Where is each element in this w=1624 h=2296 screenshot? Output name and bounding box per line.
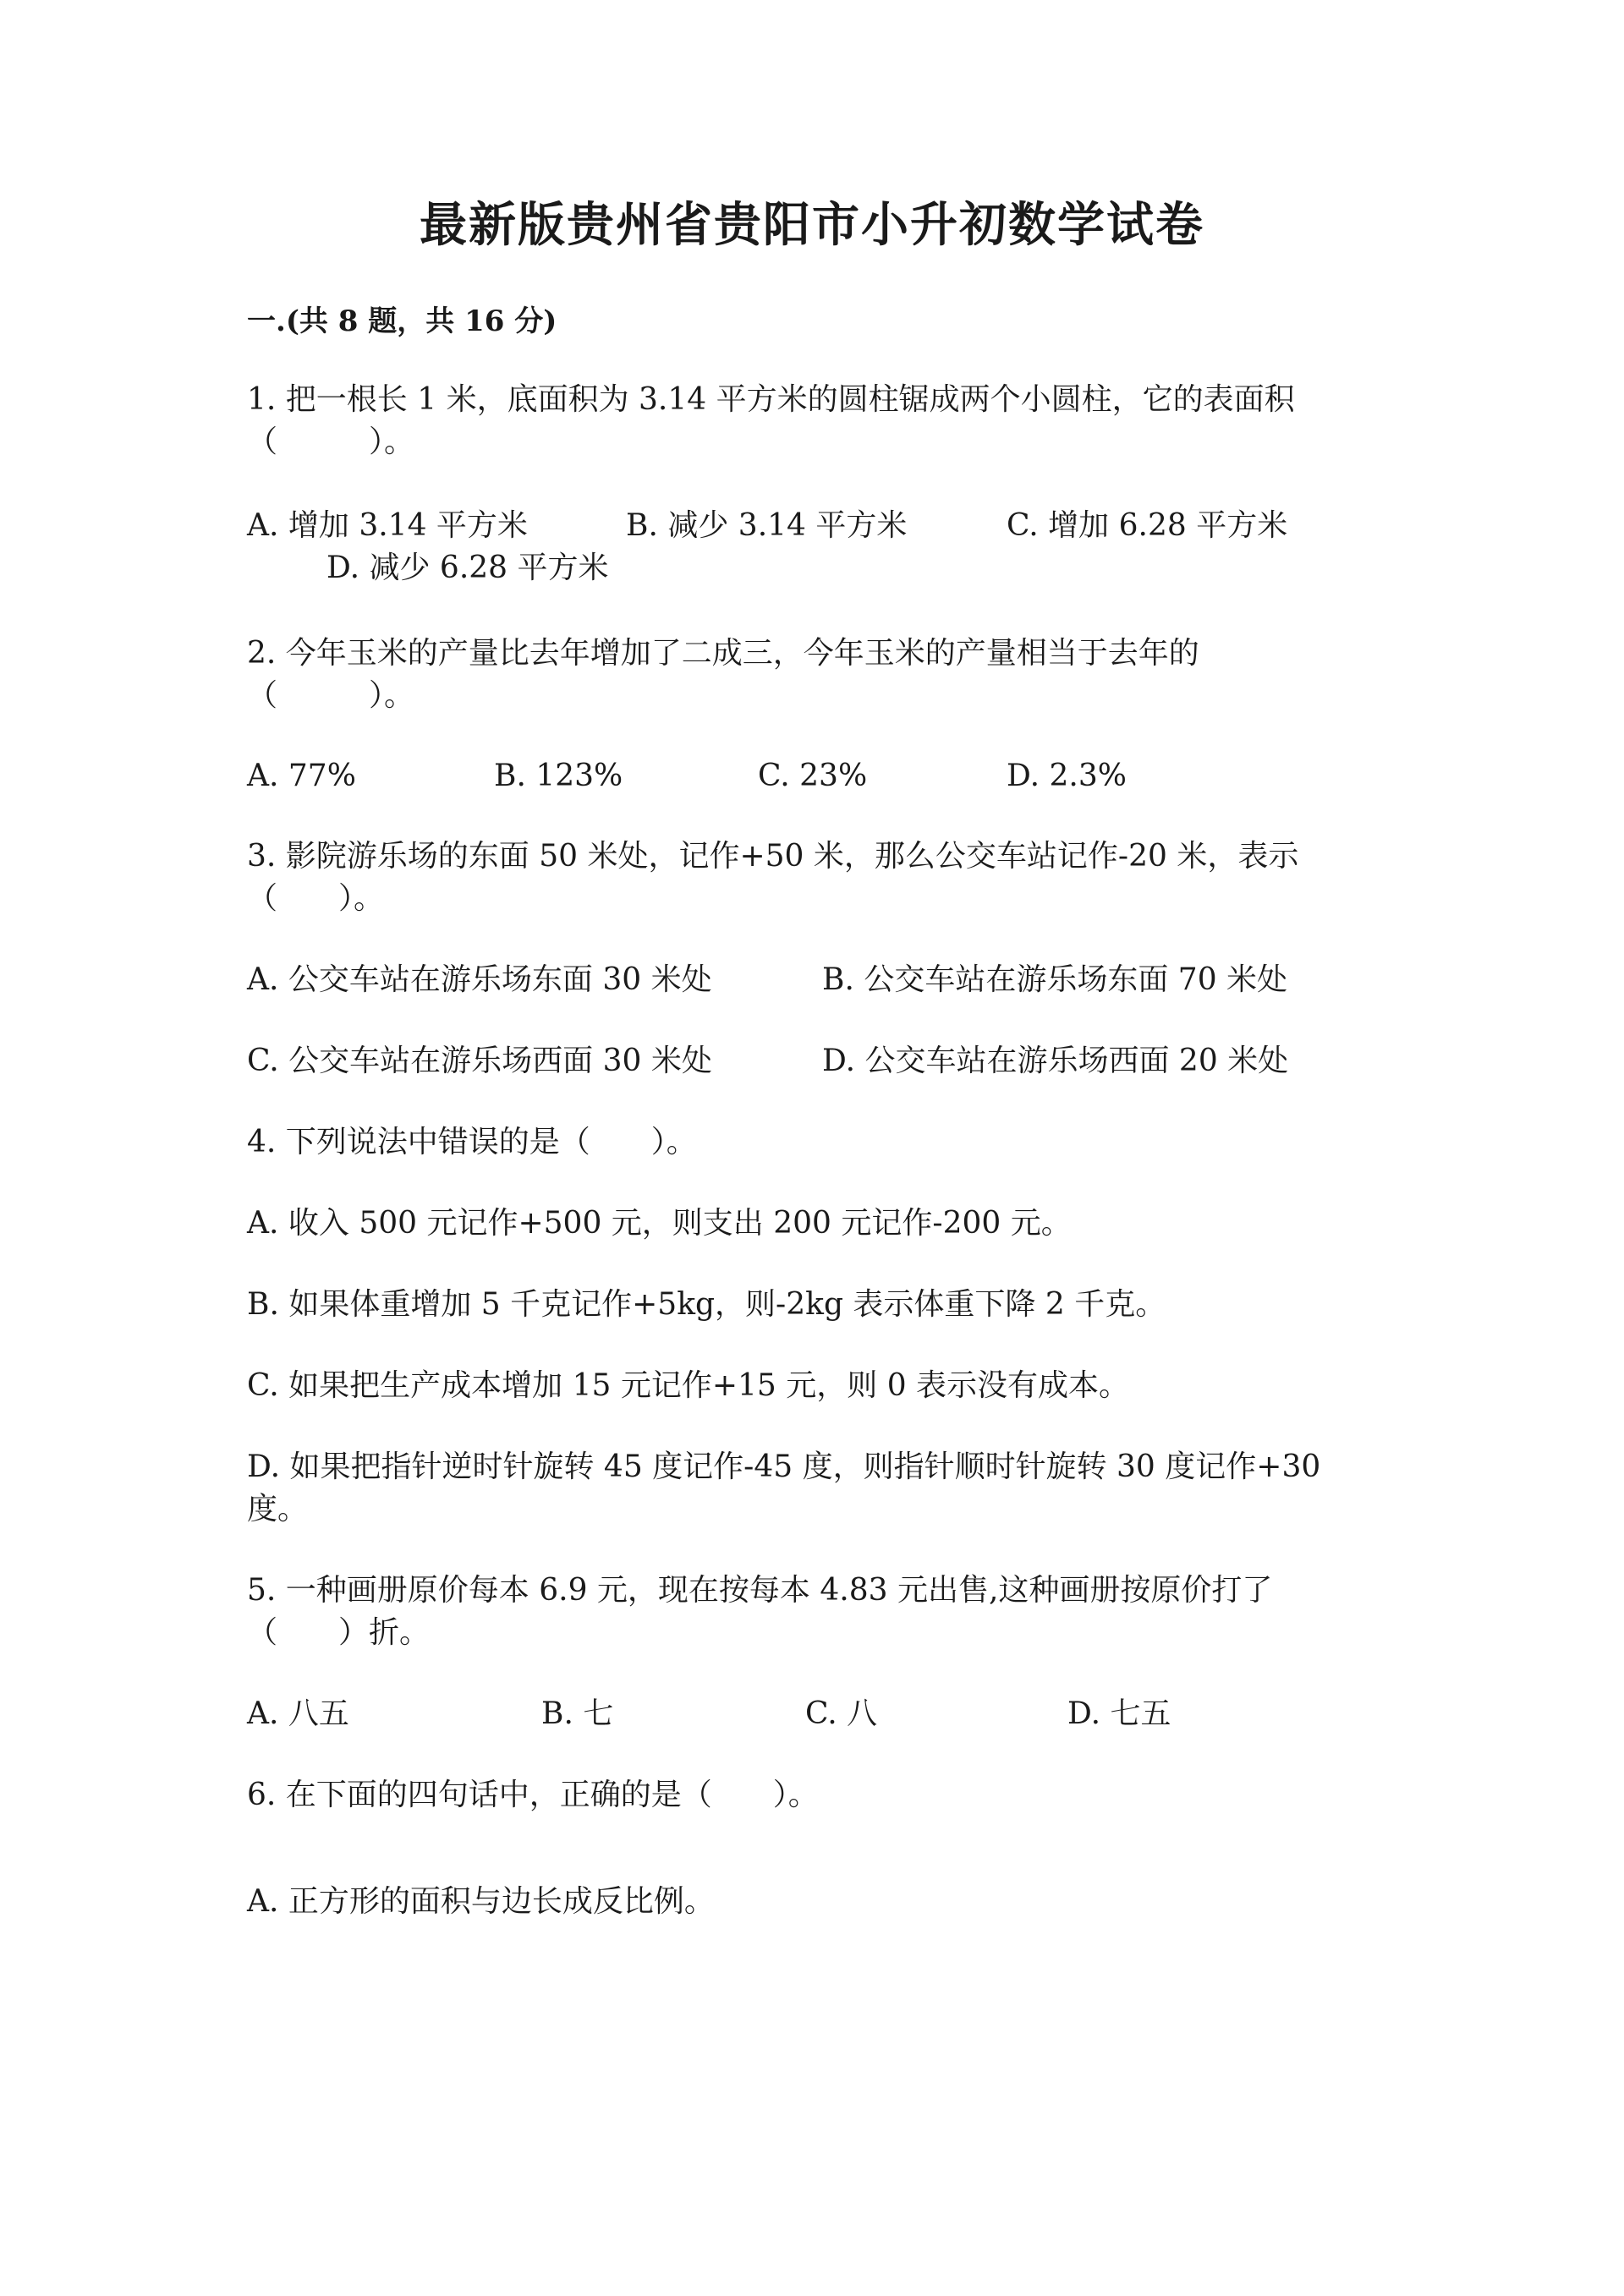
question-3-line-2: （ ）。: [247, 881, 385, 916]
question-3-option-b: B. 公交车站在游乐场东面 70 米处: [822, 962, 1288, 997]
question-5-option-b: B. 七: [541, 1696, 614, 1731]
section-heading: 一.(共 8 题，共 16 分): [247, 304, 557, 338]
question-5-option-c: C. 八: [805, 1696, 878, 1731]
question-4-line-1: 4. 下列说法中错误的是（ ）。: [247, 1125, 697, 1159]
question-4-option-d-cont: 度。: [247, 1492, 309, 1526]
question-1-option-c: C. 增加 6.28 平方米: [1007, 508, 1288, 543]
question-6-option-a: A. 正方形的面积与边长成反比例。: [247, 1884, 715, 1919]
question-4-option-d: D. 如果把指针逆时针旋转 45 度记作-45 度，则指针顺时针旋转 30 度记作+30: [247, 1449, 1321, 1484]
question-3-option-a: A. 公交车站在游乐场东面 30 米处: [247, 962, 712, 997]
question-1-line-2: （ ）。: [247, 425, 415, 459]
page-title: 最新版贵州省贵阳市小升初数学试卷: [420, 197, 1204, 253]
question-5-line-2: （ ）折。: [247, 1615, 431, 1650]
question-1-option-b: B. 减少 3.14 平方米: [626, 508, 908, 543]
question-1-option-d: D. 减少 6.28 平方米: [326, 551, 609, 585]
question-1-line-1: 1. 把一根长 1 米，底面积为 3.14 平方米的圆柱锯成两个小圆柱，它的表面积: [247, 382, 1295, 417]
question-6-line-1: 6. 在下面的四句话中，正确的是（ ）。: [247, 1778, 819, 1812]
question-3-option-c: C. 公交车站在游乐场西面 30 米处: [247, 1044, 712, 1078]
question-3-line-1: 3. 影院游乐场的东面 50 米处，记作+50 米，那么公交车站记作-20 米，表示: [247, 839, 1299, 874]
question-2-option-c: C. 23%: [758, 759, 868, 793]
question-5-line-1: 5. 一种画册原价每本 6.9 元，现在按每本 4.83 元出售,这种画册按原价打了: [247, 1573, 1273, 1608]
question-2-line-2: （ ）。: [247, 678, 415, 713]
question-5-option-d: D. 七五: [1067, 1696, 1171, 1731]
question-4-option-a: A. 收入 500 元记作+500 元，则支出 200 元记作-200 元。: [247, 1206, 1072, 1241]
question-2-option-b: B. 123%: [494, 759, 623, 793]
question-2-option-a: A. 77%: [247, 759, 356, 793]
question-4-option-c: C. 如果把生产成本增加 15 元记作+15 元，则 0 表示没有成本。: [247, 1368, 1130, 1403]
question-4-option-b: B. 如果体重增加 5 千克记作+5kg，则-2kg 表示体重下降 2 千克。: [247, 1287, 1166, 1322]
question-5-option-a: A. 八五: [247, 1696, 349, 1731]
question-2-line-1: 2. 今年玉米的产量比去年增加了二成三，今年玉米的产量相当于去年的: [247, 636, 1199, 671]
question-3-option-d: D. 公交车站在游乐场西面 20 米处: [822, 1044, 1289, 1078]
question-1-option-a: A. 增加 3.14 平方米: [247, 508, 528, 543]
question-2-option-d: D. 2.3%: [1007, 759, 1127, 793]
